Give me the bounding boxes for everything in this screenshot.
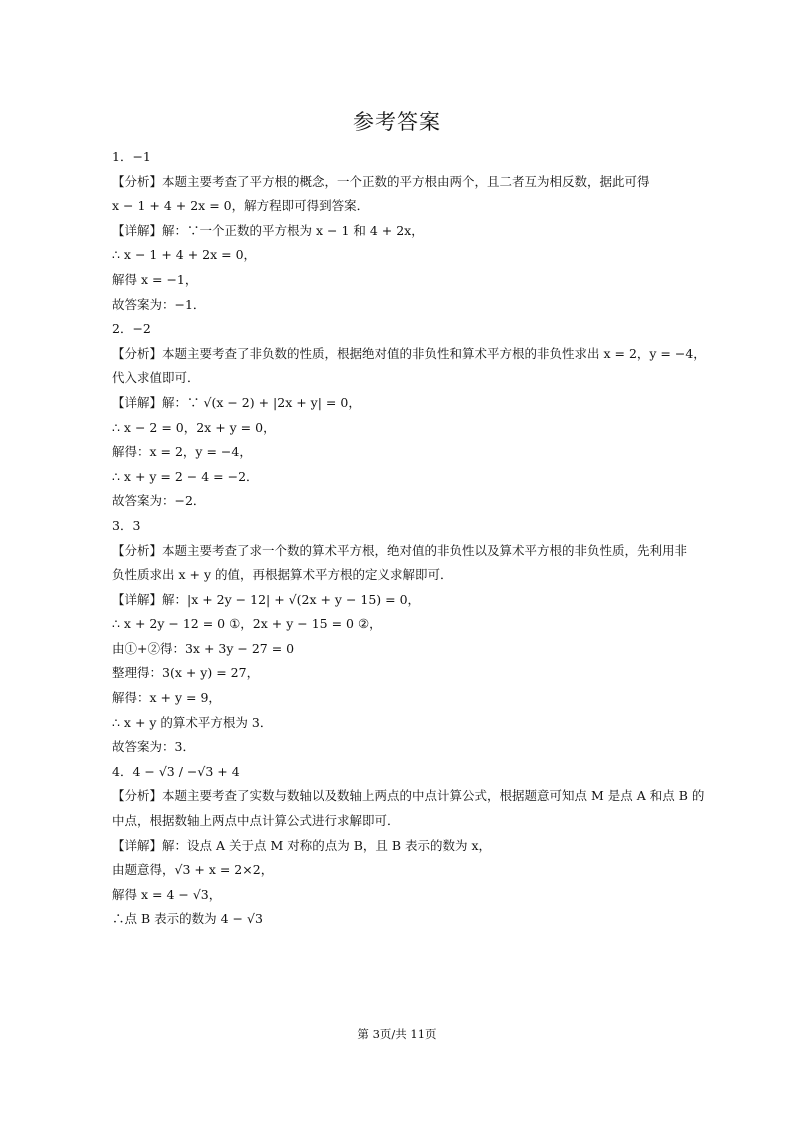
- text-line: 解得：x + y = 9，: [112, 690, 221, 706]
- text-line: x − 1 + 4 + 2x = 0，解方程即可得到答案．: [112, 198, 370, 214]
- text-line: 【分析】本题主要考查了平方根的概念，一个正数的平方根由两个，且二者互为相反数，据此可得: [112, 173, 650, 189]
- text-line: 2．−2: [112, 321, 151, 337]
- text-line: 中点，根据数轴上两点中点计算公式进行求解即可．: [112, 813, 400, 829]
- text-line: 【分析】本题主要考查了非负数的性质，根据绝对值的非负性和算术平方根的非负性求出 x = 2，y = −4，: [112, 345, 706, 361]
- text-line: 【详解】解：设点 A 关于点 M 对称的点为 B，且 B 表示的数为 x，: [112, 837, 492, 853]
- text-line: 代入求值即可．: [112, 370, 200, 386]
- text-line: ∴ x + y 的算术平方根为 3．: [112, 714, 273, 730]
- text-line: ∴ x − 2 = 0，2x + y = 0，: [112, 419, 276, 435]
- text-line: 4．4 − √3 / −√3 + 4: [112, 763, 240, 779]
- text-line: ∴ x + 2y − 12 = 0 ①，2x + y − 15 = 0 ②，: [112, 616, 382, 632]
- text-line: 解得 x = −1，: [112, 271, 198, 287]
- text-line: ∴ x + y = 2 − 4 = −2．: [112, 468, 259, 484]
- text-line: 由①+②得：3x + 3y − 27 = 0: [112, 640, 295, 656]
- text-line: 【分析】本题主要考查了实数与数轴以及数轴上两点的中点计算公式，根据题意可知点 M 是点 A 和点 B 的: [112, 788, 705, 804]
- text-line: ∴点 B 表示的数为 4 − √3: [112, 911, 263, 927]
- answer-content: [112, 145, 706, 932]
- text-line: 【分析】本题主要考查了求一个数的算术平方根，绝对值的非负性以及算术平方根的非负性质，先利用非: [112, 542, 688, 558]
- page-title: 参考答案: [353, 110, 441, 134]
- text-line: 故答案为：−1．: [112, 296, 206, 312]
- text-line: 解得：x = 2，y = −4，: [112, 444, 252, 460]
- page-footer: 第 3页/共 11页: [357, 1027, 437, 1041]
- text-line: 【详解】解：|x + 2y − 12| + √(2x + y − 15) = 0，: [112, 591, 421, 607]
- text-line: 1．−1: [112, 149, 151, 164]
- text-line: 整理得：3(x + y) = 27，: [112, 665, 260, 681]
- text-line: 故答案为：3．: [112, 739, 195, 755]
- text-line: 负性质求出 x + y 的值，再根据算术平方根的定义求解即可．: [112, 567, 453, 583]
- text-line: 【详解】解：∵ √(x − 2) + |2x + y| = 0，: [112, 394, 361, 410]
- text-line: 3．3: [112, 517, 141, 533]
- text-line: 【详解】解：∵一个正数的平方根为 x − 1 和 4 + 2x，: [112, 222, 424, 238]
- text-line: ∴ x − 1 + 4 + 2x = 0，: [112, 247, 257, 263]
- text-line: 故答案为：−2．: [112, 493, 206, 509]
- text-line: 解得 x = 4 − √3，: [112, 886, 222, 902]
- text-line: 由题意得，√3 + x = 2×2，: [112, 862, 274, 878]
